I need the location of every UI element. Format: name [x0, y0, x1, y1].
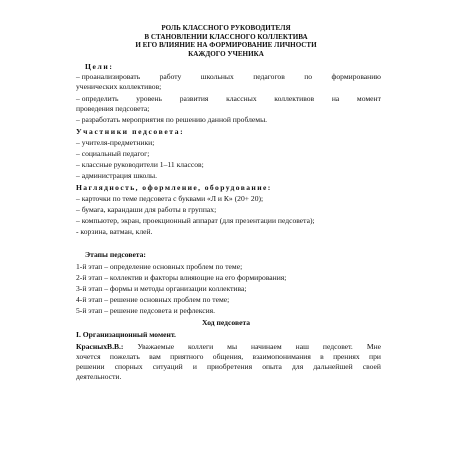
goal-item-2-line-1: – определить уровень развития классных коллективов на момент [76, 94, 381, 103]
title-line: В СТАНОВЛЕНИИ КЛАССНОГО КОЛЛЕКТИВА [144, 32, 308, 41]
goal-item-1-line-1: – проанализировать работу школьных педагогов по формированию [76, 72, 381, 81]
title-line: КАЖДОГО УЧЕНИКА [188, 49, 264, 58]
stage-item: 1-й этап – определение основных проблем по теме; [76, 262, 243, 271]
speaker-name: КрасныхВ.В.: [76, 342, 124, 351]
goals-heading: Цели: [85, 62, 114, 71]
paragraph-line: деятельности. [76, 372, 122, 381]
speech-paragraph [76, 342, 381, 382]
stage-item: 5-й этап – решение педсовета и рефлексия. [76, 306, 216, 315]
paragraph-line: хочется пожелать вам приятного общения, взаимопонимания в прениях при [76, 352, 381, 361]
stage-item: 3-й этап – формы и методы организации коллектива; [76, 284, 247, 293]
goal-item-2-line-2: проведения педсовета; [76, 104, 150, 113]
paragraph-line: решении спорных ситуаций и приобретения опыта для дальнейшей своей [76, 362, 381, 371]
paragraph-line: КрасныхВ.В.: Уважаемые коллеги мы начинаем наш педсовет. Мне [76, 342, 381, 351]
equipment-item: – компьютер, экран, проекционный аппарат (для презентации педсовета); [76, 216, 315, 225]
stage-item: 4-й этап – решение основных проблем по теме; [76, 295, 230, 304]
participant-item: – социальный педагог; [76, 149, 150, 158]
equipment-item: - корзина, ватман, клей. [76, 227, 153, 236]
goal-item-3: – разработать мероприятия по решению данной проблемы. [76, 115, 268, 124]
participants-heading: Участники педсовета: [76, 127, 185, 136]
stage-item: 2-й этап – коллектив и факторы влияющие на его формирования; [76, 273, 287, 282]
document-title [0, 24, 452, 58]
participant-item: – учителя-предметники; [76, 138, 155, 147]
title-line: РОЛЬ КЛАССНОГО РУКОВОДИТЕЛЯ [161, 24, 291, 32]
course-heading: Ход педсовета [201, 318, 251, 327]
equipment-item: – бумага, карандаши для работы в группах; [76, 205, 217, 214]
section-heading: I. Организационный момент. [76, 330, 176, 339]
title-line: И ЕГО ВЛИЯНИЕ НА ФОРМИРОВАНИЕ ЛИЧНОСТИ [135, 41, 317, 50]
stages-heading: Этапы педсовета: [85, 250, 146, 259]
equipment-item: – карточки по теме педсовета с буквами «Л и К» (20+ 20); [76, 194, 264, 203]
participant-item: – классные руководители 1–11 классов; [76, 160, 204, 169]
equipment-heading: Наглядность, оформление, оборудование: [76, 183, 272, 192]
goal-item-1-line-2: ученических коллективов; [76, 82, 162, 91]
participant-item: – администрация школы. [76, 171, 158, 180]
